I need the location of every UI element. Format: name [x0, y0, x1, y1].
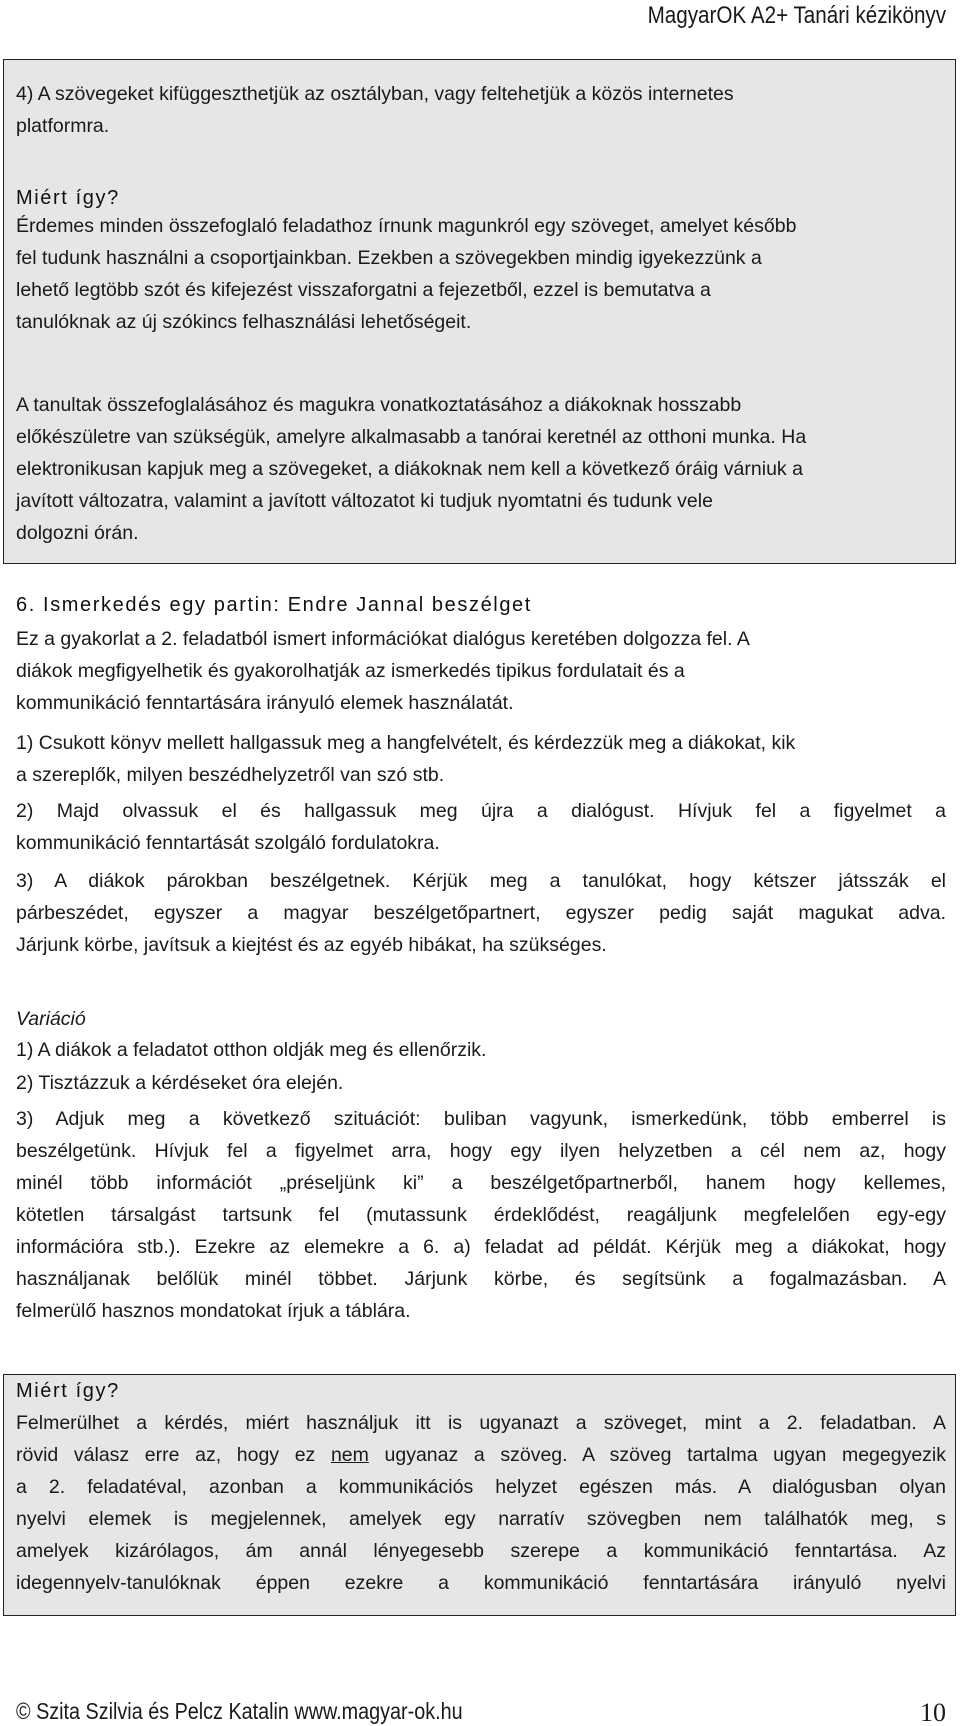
text-line: nyelvi elemek is megjelennek, amelyek egy narratív szövegben nem találhatók meg, s: [16, 1508, 946, 1530]
running-header: MagyarOK A2+ Tanári kézikönyv: [647, 2, 946, 29]
text-line: 2) Majd olvassuk el és hallgassuk meg újra a dialógust. Hívjuk fel a figyelmet a: [16, 800, 946, 822]
text-line: kommunikáció fenntartására irányuló elemek használatát.: [16, 692, 514, 714]
section-6-intro: [16, 623, 952, 719]
box2-paragraph: [16, 1407, 946, 1599]
text-line: dolgozni órán.: [16, 522, 139, 544]
text-line: kötetlen társalgást tartsunk fel (mutassunk érdeklődést, reagáljunk megfelelően egy-egy: [16, 1204, 946, 1226]
section-6-step-2: [16, 795, 946, 859]
text-line: párbeszédet, egyszer a magyar beszélgetőpartnert, egyszer pedig saját magukat adva.: [16, 902, 946, 924]
text-line: Járjunk körbe, javítsuk a kiejtést és az egyéb hibákat, ha szükséges.: [16, 934, 607, 956]
text-line: idegennyelv-tanulóknak éppen ezekre a kommunikáció fenntartására irányuló nyelvi: [16, 1572, 946, 1594]
text-line: diákok megfigyelhetik és gyakorolhatják az ismerkedés tipikus fordulatait és a: [16, 660, 685, 682]
variacio-item-2: 2) Tisztázzuk a kérdéseket óra elején.: [16, 1072, 344, 1094]
text-line: lehető legtöbb szót és kifejezést visszaforgatni a fejezetből, ezzel is bemutatva a: [16, 279, 711, 301]
text-line: információra stb.). Ezekre az elemekre a 6. a) feladat ad példát. Kérjük meg a diákokat, hogy: [16, 1236, 946, 1258]
text-line: beszélgetünk. Hívjuk fel a figyelmet arra, hogy egy ilyen helyzetben a cél nem az, hogy: [16, 1140, 946, 1162]
text-line: fel tudunk használni a csoportjainkban. Ezekben a szövegekben mindig igyekezzünk a: [16, 247, 762, 269]
page-number: 10: [920, 1698, 946, 1726]
text-line: 3) A diákok párokban beszélgetnek. Kérjük meg a tanulókat, hogy kétszer játsszák el: [16, 870, 946, 892]
footer-copyright: © Szita Szilvia és Pelcz Katalin www.magyar-ok.hu: [16, 1698, 463, 1724]
box2-heading-miert-igy: Miért így?: [16, 1380, 120, 1402]
text-line: amelyek kizárólagos, ám annál lényegesebb szerepe a kommunikáció fenntartása. Az: [16, 1540, 946, 1562]
section-6-heading: 6. Ismerkedés egy partin: Endre Jannal beszélget: [16, 594, 532, 616]
text-line: Érdemes minden összefoglaló feladathoz írnunk magunkról egy szöveget, amelyet később: [16, 215, 797, 237]
underlined-word: nem: [330, 1444, 369, 1466]
text-line: használjanak belőlük minél többet. Járjunk körbe, és segítsünk a fogalmazásban. A: [16, 1268, 946, 1290]
variacio-item-1: 1) A diákok a feladatot otthon oldják meg és ellenőrzik.: [16, 1039, 487, 1061]
text-line: Felmerülhet a kérdés, miért használjuk itt is ugyanazt a szöveget, mint a 2. feladatban. A: [16, 1412, 946, 1434]
text-line: 3) Adjuk meg a következő szituációt: buliban vagyunk, ismerkedünk, több emberrel is: [16, 1108, 946, 1130]
text-line: a szereplők, milyen beszédhelyzetről van szó stb.: [16, 764, 445, 786]
variacio-item-3: [16, 1103, 946, 1327]
text-line: elektronikusan kapjuk meg a szövegeket, a diákoknak nem kell a következő óráig várniuk a: [16, 458, 803, 480]
text-line: A tanultak összefoglalásához és magukra vonatkoztatásához a diákoknak hosszabb: [16, 394, 742, 416]
text-line: platformra.: [16, 115, 110, 137]
text-line: 1) Csukott könyv mellett hallgassuk meg a hangfelvételt, és kérdezzük meg a diákokat, kik: [16, 732, 796, 754]
text-fragment: rövid válasz erre az, hogy ez: [16, 1444, 331, 1466]
box1-paragraph-2: [16, 210, 952, 338]
box1-paragraph-3: [16, 389, 952, 549]
text-line: [16, 1439, 946, 1471]
text-line: javított változatra, valamint a javított változatot ki tudjuk nyomtatni és tudunk vele: [16, 490, 713, 512]
text-line: Ez a gyakorlat a 2. feladatból ismert információkat dialógus keretében dolgozza fel. A: [16, 628, 750, 650]
text-line: 4) A szövegeket kifüggeszthetjük az osztályban, vagy feltehetjük a közös internetes: [16, 83, 734, 105]
variacio-heading: Variáció: [16, 1008, 86, 1030]
section-6-step-1: [16, 727, 952, 791]
text-line: tanulóknak az új szókincs felhasználási lehetőségeit.: [16, 311, 472, 333]
text-line: kommunikáció fenntartását szolgáló fordulatokra.: [16, 832, 440, 854]
box1-paragraph-1: [16, 78, 952, 142]
box1-heading-miert-igy: Miért így?: [16, 187, 120, 209]
text-line: előkészületre van szükségük, amelyre alkalmasabb a tanórai keretnél az otthoni munka. Ha: [16, 426, 807, 448]
text-line: minél több információt „préseljünk ki” a beszélgetőpartnerből, hanem hogy kellemes,: [16, 1172, 946, 1194]
text-line: felmerülő hasznos mondatokat írjuk a táblára.: [16, 1300, 411, 1322]
text-fragment: ugyanaz a szöveg. A szöveg tartalma ugyan megegyezik: [368, 1444, 946, 1466]
text-line: a 2. feladatéval, azonban a kommunikációs helyzet egészen más. A dialógusban olyan: [16, 1476, 946, 1498]
section-6-step-3: [16, 865, 946, 961]
